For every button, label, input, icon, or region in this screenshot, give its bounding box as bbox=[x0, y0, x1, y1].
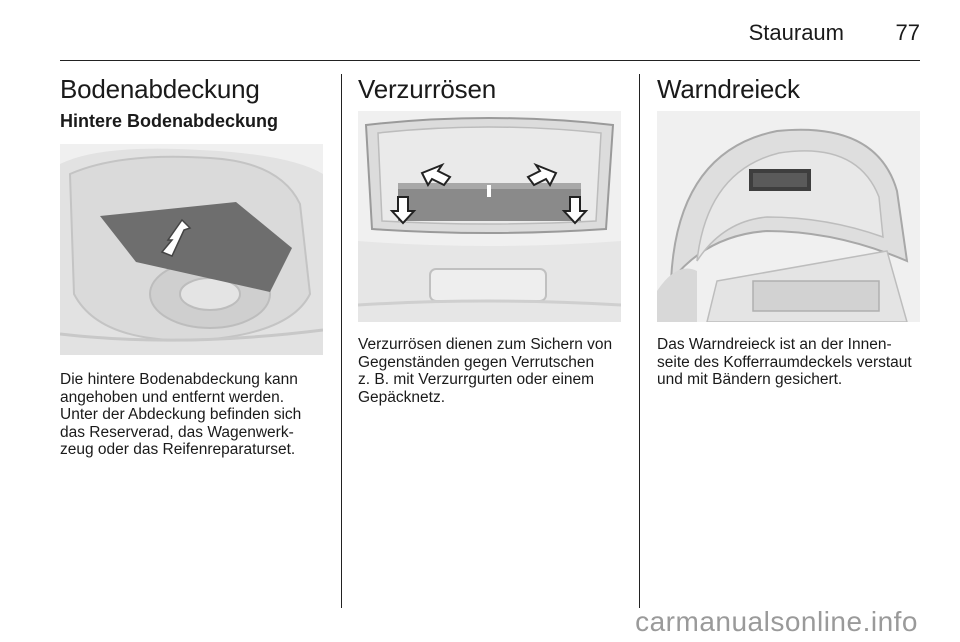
section-heading: Verzurrösen bbox=[358, 74, 496, 104]
warning-triangle-illustration bbox=[657, 111, 920, 322]
text-line: seite des Kofferraumdeckels verstaut bbox=[657, 353, 912, 371]
section-heading: Bodenabdeckung bbox=[60, 74, 260, 104]
watermark: carmanualsonline.info bbox=[635, 606, 918, 637]
body-text bbox=[358, 336, 633, 406]
text-line: Gepäcknetz. bbox=[358, 388, 446, 406]
column-bodenabdeckung bbox=[60, 74, 330, 132]
trunk-floor-cover-illustration bbox=[60, 144, 323, 355]
text-line: Unter der Abdeckung befinden sich bbox=[60, 406, 302, 423]
text-line: z. B. mit Verzurrgurten oder einem bbox=[358, 371, 595, 388]
column-warndreieck bbox=[657, 74, 922, 105]
page-header bbox=[60, 14, 920, 60]
section-subheading: Hintere Bodenabdeckung bbox=[60, 111, 279, 131]
header-rule bbox=[60, 60, 920, 61]
section-heading: Warndreieck bbox=[657, 74, 800, 104]
body-text bbox=[657, 336, 927, 389]
text-line: das Reserverad, das Wagenwerk- bbox=[60, 423, 294, 441]
text-line: Verzurrösen dienen zum Sichern von bbox=[358, 336, 613, 353]
page-number: 77 bbox=[895, 20, 920, 45]
text-line: und mit Bändern gesichert. bbox=[657, 371, 843, 388]
text-line: Gegenständen gegen Verrutschen bbox=[358, 353, 595, 371]
text-line: zeug oder das Reifenreparaturset. bbox=[60, 441, 296, 458]
lashing-eyes-illustration bbox=[358, 111, 621, 322]
text-line: Die hintere Bodenabdeckung kann bbox=[60, 371, 298, 388]
column-verzurroesen bbox=[358, 74, 628, 105]
column-divider bbox=[341, 74, 342, 608]
column-divider bbox=[639, 74, 640, 608]
body-text bbox=[60, 371, 330, 459]
section-title: Stauraum bbox=[748, 20, 844, 45]
text-line: Das Warndreieck ist an der Innen- bbox=[657, 336, 892, 353]
text-line: angehoben und entfernt werden. bbox=[60, 388, 285, 406]
